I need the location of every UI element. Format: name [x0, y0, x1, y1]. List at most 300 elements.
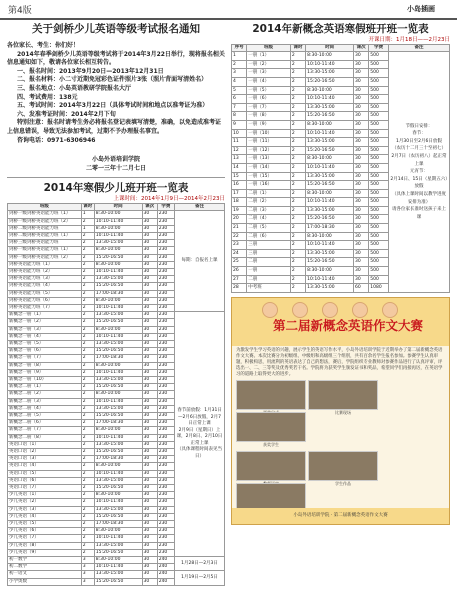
- table-cell: 2: [81, 355, 94, 362]
- table-cell: 30: [354, 181, 369, 190]
- table-cell: 8:30-10:00: [94, 211, 142, 218]
- photo-grid: [232, 451, 449, 513]
- table-cell: 一册（15）: [247, 172, 291, 181]
- table-cell: 500: [369, 258, 389, 267]
- table-cell: 英语口语（6）: [8, 477, 82, 484]
- table-cell: 30: [142, 240, 157, 247]
- table-cell: 2: [290, 284, 305, 293]
- table-cell: 230: [157, 499, 174, 506]
- table-cell: 230: [157, 405, 174, 412]
- table-cell: 30: [142, 377, 157, 384]
- table-cell: 30: [142, 557, 157, 564]
- table-cell: 30: [354, 69, 369, 78]
- table-cell: 1: [81, 225, 94, 232]
- remark-cell: [175, 571, 225, 585]
- table-cell: 15:20-16:50: [306, 112, 354, 121]
- table-cell: 2: [290, 206, 305, 215]
- table-cell: 2: [290, 146, 305, 155]
- table-cell: 30: [354, 52, 369, 61]
- table-cell: 2: [81, 326, 94, 333]
- table-cell: 2: [290, 172, 305, 181]
- table-cell: 新概念二册（1）: [8, 384, 82, 391]
- table-cell: 30: [142, 405, 157, 412]
- table-cell: 500: [369, 146, 389, 155]
- table-cell: 少儿英语（5）: [8, 521, 82, 528]
- table-cell: 18: [232, 198, 247, 207]
- table-cell: 10:10-11:40: [306, 129, 354, 138]
- table-cell: 230: [157, 441, 174, 448]
- table-cell: 2: [290, 52, 305, 61]
- table-cell: 230: [157, 449, 174, 456]
- table-cell: 10:10-11:40: [94, 398, 142, 405]
- right-schedule-title: 2014年新概念英语寒假班开班一览表: [252, 23, 429, 35]
- table-cell: 15:20-16:50: [306, 181, 354, 190]
- table-cell: 2: [290, 198, 305, 207]
- table-cell: 2: [290, 112, 305, 121]
- table-cell: 10:10-11:40: [306, 163, 354, 172]
- table-cell: 30: [142, 369, 157, 376]
- remark-text: 每期：自报名上课: [181, 258, 218, 263]
- table-cell: 一册（13）: [247, 155, 291, 164]
- table-cell: 500: [369, 69, 389, 78]
- table-cell: 500: [369, 249, 389, 258]
- table-cell: 15:20-16:50: [306, 146, 354, 155]
- table-cell: 新概念一册（9）: [8, 369, 82, 376]
- table-cell: 2: [81, 485, 94, 492]
- table-cell: 2: [290, 103, 305, 112]
- remark-text: 春节：: [412, 131, 426, 137]
- table-cell: 英语口语（2）: [8, 449, 82, 456]
- table-cell: 15:20-16:50: [94, 283, 142, 290]
- table-cell: 4: [232, 77, 247, 86]
- table-cell: 30: [142, 333, 157, 340]
- table-cell: 少儿英语（8）: [8, 542, 82, 549]
- notice-date: 二零一三年十二月七日: [85, 165, 146, 173]
- table-cell: 230: [157, 542, 174, 549]
- table-cell: 500: [369, 241, 389, 250]
- table-row: [8, 557, 225, 564]
- table-cell: 9: [232, 120, 247, 129]
- photo-caption: 比赛现场: [335, 409, 351, 415]
- table-cell: 二册（1）: [247, 189, 291, 198]
- table-cell: 新概念二册（5）: [8, 413, 82, 420]
- table-cell: 剑桥英语能力班（7）: [8, 304, 82, 311]
- table-cell: 2: [290, 181, 305, 190]
- table-cell: 中考班: [247, 284, 291, 293]
- table-cell: 10:10-11:40: [94, 535, 142, 542]
- table-cell: 500: [369, 60, 389, 69]
- table-cell: 500: [369, 86, 389, 95]
- table-cell: 230: [157, 413, 174, 420]
- table-cell: 8:30-10:00: [94, 225, 142, 232]
- table-cell: 2: [81, 290, 94, 297]
- table-cell: 2: [81, 247, 94, 254]
- table-row: [232, 52, 450, 61]
- table-cell: 15:20-16:50: [94, 513, 142, 520]
- table-cell: 8:30-10:00: [94, 463, 142, 470]
- table-cell: 2: [81, 369, 94, 376]
- notice-paragraph: 二、报名材料：小二寸近期免冠彩色证件照片3张（照片背面写清姓名）: [17, 76, 208, 84]
- table-cell: 26: [232, 267, 247, 276]
- table-cell: 2: [81, 391, 94, 398]
- table-cell: 30: [354, 155, 369, 164]
- remark-text: （具体课程时间表见当日）: [177, 447, 223, 459]
- remark-cell: [175, 557, 225, 571]
- table-cell: 8:30-10:00: [306, 155, 354, 164]
- table-cell: 25: [232, 258, 247, 267]
- remark-text: 节假日安排：: [405, 123, 433, 129]
- table-cell: 15:20-16:50: [94, 449, 142, 456]
- table-cell: 17:00-18:30: [94, 355, 142, 362]
- table-cell: 2: [290, 249, 305, 258]
- table-cell: 13:30-15:00: [306, 249, 354, 258]
- table-cell: 30: [354, 241, 369, 250]
- table-cell: 2: [81, 348, 94, 355]
- table-cell: 500: [369, 206, 389, 215]
- table-cell: 2: [81, 297, 94, 304]
- notice-body: [7, 42, 225, 145]
- table-cell: 10:10-11:40: [306, 241, 354, 250]
- table-cell: 15:20-16:50: [94, 384, 142, 391]
- left-schedule-title: 2014年寒假少儿班开班一览表: [43, 182, 189, 195]
- table-cell: 13:30-15:00: [306, 172, 354, 181]
- table-cell: 30: [142, 492, 157, 499]
- table-cell: 230: [157, 319, 174, 326]
- column-header: 序号: [232, 45, 247, 52]
- table-cell: 2: [81, 521, 94, 528]
- table-cell: 230: [157, 333, 174, 340]
- notice-paragraph: 三、报名地点：小岛英语教研学院报名大厅: [17, 84, 132, 92]
- table-cell: 2: [81, 549, 94, 556]
- table-cell: 2: [290, 232, 305, 241]
- table-cell: 17:00-18:30: [94, 290, 142, 297]
- table-cell: 30: [142, 268, 157, 275]
- table-cell: 2: [81, 254, 94, 261]
- table-cell: 少儿英语（1）: [8, 492, 82, 499]
- left-schedule-body: [8, 211, 225, 586]
- table-cell: 30: [142, 355, 157, 362]
- table-cell: 二册（6）: [247, 232, 291, 241]
- table-cell: 30: [354, 224, 369, 233]
- table-cell: 13:30-15:00: [306, 103, 354, 112]
- notice-phone: 咨询电话：0971-6306946: [17, 136, 96, 144]
- table-cell: 2: [81, 506, 94, 513]
- table-cell: 10:10-11:40: [94, 434, 142, 441]
- table-cell: 230: [157, 232, 174, 239]
- notice-paragraph: 一、报名时间：2013年9月20日—2013年12月31日: [17, 67, 164, 75]
- table-cell: 剑桥英语能力班（3）: [8, 276, 82, 283]
- table-cell: 2: [81, 362, 94, 369]
- table-cell: 20: [232, 215, 247, 224]
- table-cell: 22: [232, 232, 247, 241]
- table-cell: 15:20-16:50: [94, 549, 142, 556]
- photo-caption: 学生作品: [335, 480, 351, 486]
- table-cell: 230: [157, 290, 174, 297]
- table-cell: 2: [81, 384, 94, 391]
- table-cell: 30: [142, 348, 157, 355]
- table-cell: 10:10-11:40: [306, 95, 354, 104]
- table-cell: 2: [81, 405, 94, 412]
- table-cell: 10:10-11:40: [94, 333, 142, 340]
- event-photo: [236, 380, 306, 410]
- table-cell: 剑桥英语能力班（2）: [8, 268, 82, 275]
- table-cell: 230: [157, 477, 174, 484]
- table-cell: 30: [142, 485, 157, 492]
- table-cell: 30: [142, 261, 157, 268]
- table-cell: 2: [81, 232, 94, 239]
- table-cell: 12: [232, 146, 247, 155]
- remark-cell: [175, 312, 225, 557]
- table-cell: 英语口语（4）: [8, 463, 82, 470]
- column-header: 时间: [94, 204, 142, 211]
- table-cell: 230: [157, 384, 174, 391]
- table-cell: 1: [81, 211, 94, 218]
- table-cell: 8:30-10:00: [94, 326, 142, 333]
- table-cell: 5: [232, 86, 247, 95]
- table-cell: 15:20-16:50: [94, 348, 142, 355]
- table-cell: 30: [142, 254, 157, 261]
- table-cell: 30: [142, 521, 157, 528]
- table-cell: 2: [81, 319, 94, 326]
- left-column: [7, 22, 225, 590]
- table-cell: 500: [369, 129, 389, 138]
- table-cell: 17: [232, 189, 247, 198]
- table-cell: 30: [354, 215, 369, 224]
- table-cell: 17:00-18:30: [94, 521, 142, 528]
- table-cell: 8:30-10:00: [306, 189, 354, 198]
- table-cell: 30: [354, 206, 369, 215]
- table-cell: 30: [142, 477, 157, 484]
- table-cell: 240: [157, 557, 174, 564]
- table-cell: 13:30-15:00: [94, 312, 142, 319]
- table-cell: 2: [290, 69, 305, 78]
- table-cell: 一册: [247, 267, 291, 276]
- table-cell: 30: [142, 297, 157, 304]
- table-cell: 60: [354, 284, 369, 293]
- column-header: 班级: [8, 204, 82, 211]
- table-cell: 230: [157, 304, 174, 311]
- table-cell: 500: [369, 275, 389, 284]
- table-cell: 230: [157, 463, 174, 470]
- table-cell: 2: [81, 492, 94, 499]
- table-cell: 30: [354, 163, 369, 172]
- table-cell: 2: [232, 60, 247, 69]
- table-cell: 英语口语（1）: [8, 441, 82, 448]
- table-cell: 一册（9）: [247, 120, 291, 129]
- table-cell: 8:30-10:00: [94, 297, 142, 304]
- table-cell: 2: [81, 513, 94, 520]
- table-cell: 230: [157, 355, 174, 362]
- table-cell: 一册（2）: [247, 60, 291, 69]
- table-cell: 13:30-15:00: [94, 405, 142, 412]
- table-cell: 230: [157, 297, 174, 304]
- table-cell: 19: [232, 206, 247, 215]
- table-cell: 240: [157, 571, 174, 578]
- table-cell: 230: [157, 369, 174, 376]
- table-cell: 30: [142, 319, 157, 326]
- table-cell: 30: [142, 326, 157, 333]
- table-cell: 剑桥英语能力班（1）: [8, 261, 82, 268]
- table-cell: 8:30-10:00: [306, 86, 354, 95]
- table-cell: 30: [142, 470, 157, 477]
- table-cell: 13:30-15:00: [94, 441, 142, 448]
- table-cell: 30: [142, 434, 157, 441]
- essay-contest-title: 第二届新概念英语作文大赛: [272, 317, 423, 333]
- publication-name: 小岛插画: [407, 5, 435, 13]
- column-header: 学费: [369, 45, 389, 52]
- table-cell: 8:30-10:00: [94, 492, 142, 499]
- table-cell: 500: [369, 138, 389, 147]
- table-cell: 30: [142, 384, 157, 391]
- table-cell: 13:30-15:00: [306, 206, 354, 215]
- table-cell: 30: [142, 506, 157, 513]
- remark-text: 2月14日、15日（星期五六）放假: [390, 176, 448, 190]
- table-cell: 10:10-11:40: [306, 198, 354, 207]
- table-cell: 2: [81, 340, 94, 347]
- table-cell: 2: [81, 456, 94, 463]
- event-photo: [308, 451, 378, 486]
- table-cell: 30: [142, 420, 157, 427]
- table-cell: 2: [290, 95, 305, 104]
- table-cell: 17:00-18:30: [94, 456, 142, 463]
- table-cell: 16: [232, 181, 247, 190]
- remark-text: 元宵节：: [409, 169, 428, 175]
- table-cell: 30: [354, 86, 369, 95]
- table-cell: 15:20-16:50: [306, 215, 354, 224]
- table-cell: 500: [369, 155, 389, 164]
- table-cell: 1080: [369, 284, 389, 293]
- table-cell: 13:30-15:00: [306, 284, 354, 293]
- left-schedule-table: [7, 203, 225, 586]
- table-cell: 500: [369, 267, 389, 276]
- table-cell: 15:20-16:50: [94, 254, 142, 261]
- table-cell: 初一数学: [8, 557, 82, 564]
- table-cell: 一册（5）: [247, 86, 291, 95]
- table-cell: 13:30-15:00: [94, 340, 142, 347]
- table-cell: 2: [290, 155, 305, 164]
- remark-text: 2月9日（星期日）上课，2月8日、2月10日正常上课: [176, 427, 223, 446]
- table-cell: 13:30-15:00: [94, 542, 142, 549]
- table-cell: 少儿英语（4）: [8, 513, 82, 520]
- table-cell: 小学奥数: [8, 578, 82, 585]
- table-cell: 2: [81, 463, 94, 470]
- table-header-row: [8, 204, 225, 211]
- column-header: 课次: [142, 204, 157, 211]
- column-header: 课次: [354, 45, 369, 52]
- table-cell: 15:20-16:50: [306, 77, 354, 86]
- table-cell: 230: [157, 492, 174, 499]
- table-cell: 2: [81, 477, 94, 484]
- table-cell: 一册（1）: [247, 52, 291, 61]
- table-cell: 2: [81, 268, 94, 275]
- table-cell: 剑桥三级剑桥英语能力班: [8, 240, 82, 247]
- column-header: 课时: [81, 204, 94, 211]
- table-cell: 30: [142, 304, 157, 311]
- table-cell: 3: [232, 69, 247, 78]
- table-cell: 2: [81, 276, 94, 283]
- table-row: [8, 571, 225, 578]
- event-photo: [236, 412, 306, 447]
- table-cell: 2: [81, 333, 94, 340]
- column-header: 学费: [157, 204, 174, 211]
- table-cell: 230: [157, 506, 174, 513]
- table-cell: 一册（7）: [247, 103, 291, 112]
- remark-text: （具体上课时间以教学进度安排为准）: [391, 192, 446, 205]
- table-cell: 17:00-18:30: [94, 420, 142, 427]
- table-cell: 230: [157, 398, 174, 405]
- notice-paragraph: 四、考试费用：138元: [17, 93, 78, 101]
- table-cell: 30: [142, 578, 157, 585]
- table-cell: 初一语文: [8, 571, 82, 578]
- table-cell: 2: [81, 218, 94, 225]
- table-cell: 500: [369, 120, 389, 129]
- table-cell: 3: [81, 571, 94, 578]
- table-cell: 2: [81, 240, 94, 247]
- table-cell: 30: [142, 449, 157, 456]
- table-cell: 一册（4）: [247, 77, 291, 86]
- table-cell: 30: [354, 172, 369, 181]
- remark-text: 1月30日至2月6日放假: [396, 138, 442, 144]
- table-cell: 3: [81, 557, 94, 564]
- table-cell: 10:10-11:40: [94, 470, 142, 477]
- table-cell: 24: [232, 249, 247, 258]
- event-photo: [308, 380, 378, 415]
- table-cell: 2: [81, 377, 94, 384]
- table-cell: 8:30-10:00: [94, 528, 142, 535]
- table-cell: 少儿英语（9）: [8, 549, 82, 556]
- table-cell: 230: [157, 485, 174, 492]
- essay-banner-header: [232, 298, 449, 346]
- table-cell: 一册（6）: [247, 95, 291, 104]
- table-cell: 剑桥二级剑桥英语能力班（1）: [8, 232, 82, 239]
- remark-text: 1月28日—2月3日: [181, 560, 218, 566]
- column-header: 时间: [306, 45, 354, 52]
- table-cell: 2: [290, 189, 305, 198]
- table-cell: 230: [157, 348, 174, 355]
- table-cell: 2: [81, 283, 94, 290]
- table-cell: 3: [81, 578, 94, 585]
- table-cell: 30: [142, 549, 157, 556]
- table-cell: 2: [81, 535, 94, 542]
- table-cell: 230: [157, 362, 174, 369]
- table-cell: 230: [157, 434, 174, 441]
- notice-signature: 小岛外语培训学院: [91, 156, 140, 164]
- table-cell: 500: [369, 52, 389, 61]
- table-cell: 2: [81, 427, 94, 434]
- table-cell: 11: [232, 138, 247, 147]
- table-cell: 230: [157, 427, 174, 434]
- table-cell: 8:30-10:00: [306, 120, 354, 129]
- table-cell: 30: [142, 211, 157, 218]
- table-cell: 15:20-16:50: [94, 413, 142, 420]
- table-cell: 英语口语（5）: [8, 470, 82, 477]
- table-cell: 少儿英语（7）: [8, 535, 82, 542]
- table-cell: 500: [369, 172, 389, 181]
- table-cell: 2: [81, 398, 94, 405]
- table-cell: 一册（3）: [247, 69, 291, 78]
- table-cell: 500: [369, 189, 389, 198]
- table-cell: 30: [354, 258, 369, 267]
- table-cell: 30: [354, 120, 369, 129]
- table-cell: 230: [157, 470, 174, 477]
- table-cell: 230: [157, 377, 174, 384]
- table-cell: 230: [157, 391, 174, 398]
- table-cell: 10:10-11:40: [94, 499, 142, 506]
- page-number: 第4版: [8, 6, 32, 16]
- table-cell: 28: [232, 284, 247, 293]
- table-cell: 230: [157, 240, 174, 247]
- table-cell: 10:10-11:40: [94, 304, 142, 311]
